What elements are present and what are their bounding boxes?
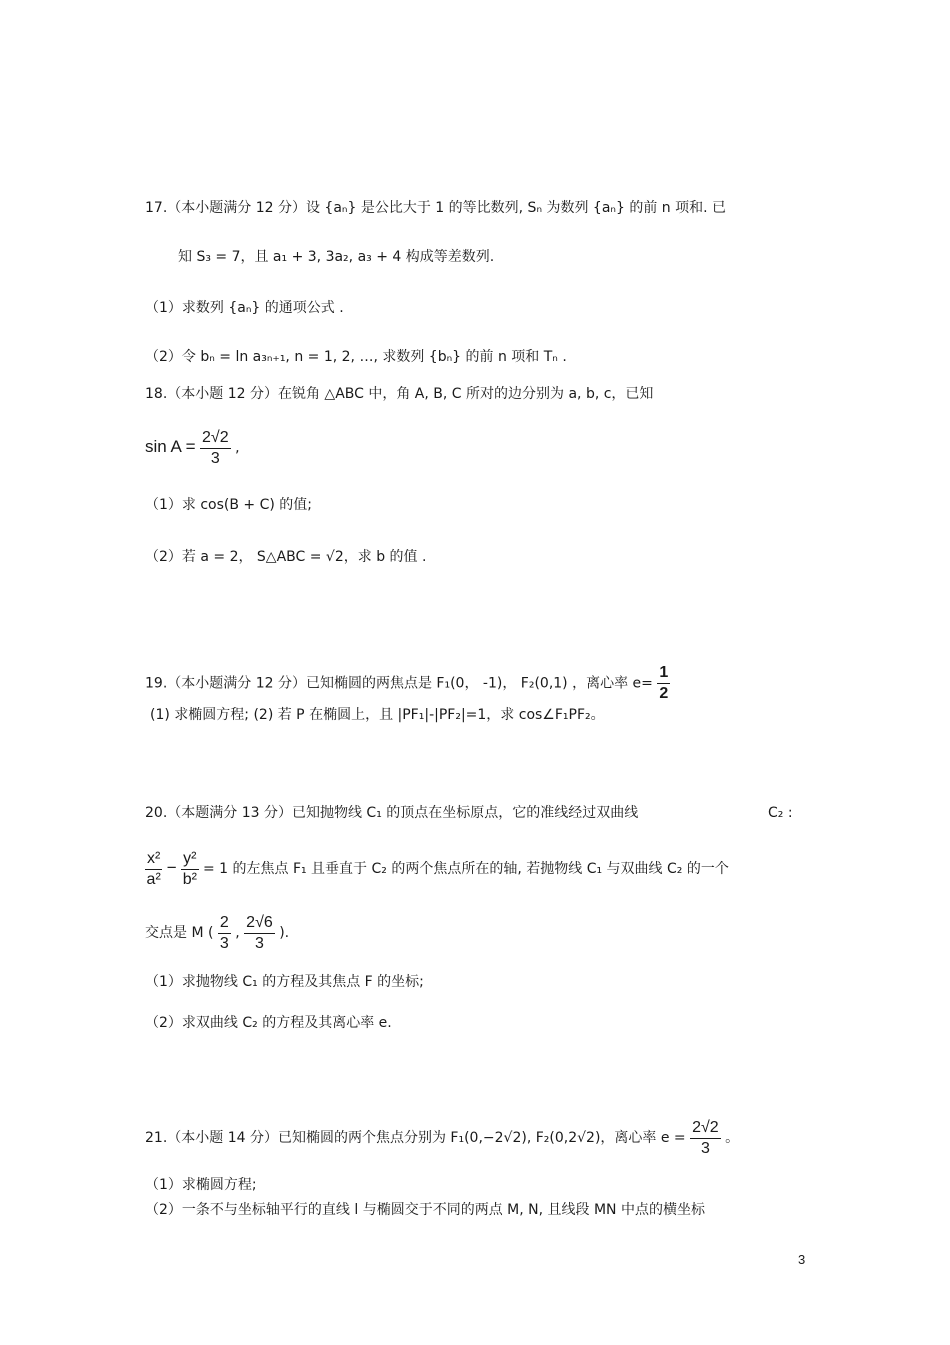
q20-line1a: 20.（本题满分 13 分）已知抛物线 C₁ 的顶点在坐标原点，它的准线经过双曲线	[145, 805, 639, 821]
q20-my-den: 3	[255, 934, 264, 952]
q21-e-num: 2√2	[690, 1118, 721, 1139]
q18-line1: 18.（本小题 12 分）在锐角 △ABC 中，角 A, B, C 所对的边分别为 a, b, c，已知	[145, 386, 654, 402]
q18-sin-suffix: ,	[235, 440, 240, 456]
q18-part1: （1）求 cos(B + C) 的值;	[145, 497, 313, 513]
q17-line2: 知 S₃ = 7，且 a₁ + 3, 3a₂, a₃ + 4 构成等差数列.	[178, 249, 495, 265]
q20-x-den: a²	[146, 870, 161, 888]
q20-y-fraction	[181, 849, 198, 890]
q20-l3-suffix: ).	[279, 925, 290, 941]
q18-sin-num: 2√2	[200, 428, 231, 449]
q20-minus: −	[166, 858, 177, 877]
q20-l3-prefix: 交点是 M (	[145, 925, 214, 941]
q17-part2: （2）令 bₙ = ln a₃ₙ₊₁, n = 1, 2, …, 求数列 {bₙ} 的前 n 项和 Tₙ .	[145, 349, 567, 365]
q20-part1: （1）求抛物线 C₁ 的方程及其焦点 F 的坐标;	[145, 974, 424, 990]
q20-x-fraction	[145, 849, 162, 890]
q18-sin-prefix: sin A =	[145, 437, 196, 456]
q20-mx-fraction	[218, 913, 231, 954]
q18-sin-den: 3	[210, 449, 220, 467]
q20-comma: ,	[235, 925, 240, 941]
page-number: 3	[798, 1252, 806, 1267]
q17-line1: 17.（本小题满分 12 分）设 {aₙ} 是公比大于 1 的等比数列, Sₙ 为数列 {aₙ} 的前 n 项和. 已	[145, 200, 727, 216]
q20-line1b: C₂ :	[768, 805, 793, 821]
q21-e-den: 3	[700, 1139, 710, 1157]
q19-line2: (1) 求椭圆方程; (2) 若 P 在椭圆上，且 |PF₁|-|PF₂|=1，求 cos∠F₁PF₂。	[150, 707, 605, 723]
q20-y-den: b²	[182, 870, 197, 888]
q20-my-num: 2√6	[244, 913, 275, 934]
q18-part2: （2）若 a = 2， S△ABC = √2，求 b 的值 .	[145, 549, 427, 565]
q20-mx-den: 3	[219, 934, 229, 952]
q19-e-fraction	[657, 663, 670, 704]
q19-e-num: 1	[657, 663, 670, 684]
q20-line2-text: = 1 的左焦点 F₁ 且垂直于 C₂ 的两个焦点所在的轴, 若抛物线 C₁ 与双曲线 C₂ 的一个	[202, 861, 729, 877]
q19-line1	[145, 663, 670, 704]
q19-e-den: 2	[659, 685, 669, 702]
q21-e-fraction	[690, 1118, 721, 1159]
q20-mx-num: 2	[218, 913, 231, 934]
q20-line2	[145, 843, 729, 894]
q19-line1-text: 19.（本小题满分 12 分）已知椭圆的两焦点是 F₁(0， -1)， F₂(0,1) ，离心率 e=	[145, 675, 653, 692]
q20-my-fraction	[244, 913, 275, 954]
q17-part1: （1）求数列 {aₙ} 的通项公式 .	[145, 300, 344, 316]
q18-sin-fraction	[200, 428, 231, 469]
q20-line3	[145, 908, 289, 958]
q21-part2: （2）一条不与坐标轴平行的直线 l 与椭圆交于不同的两点 M, N, 且线段 MN 中点的横坐标	[145, 1202, 705, 1218]
q20-x-num: x²	[145, 849, 162, 870]
q21-part1: （1）求椭圆方程;	[145, 1177, 257, 1193]
q20-y-num: y²	[181, 849, 198, 870]
q20-part2: （2）求双曲线 C₂ 的方程及其离心率 e.	[145, 1015, 392, 1031]
q21-line1-text: 21.（本小题 14 分）已知椭圆的两个焦点分别为 F₁(0,−2√2), F₂(0,2√2)，离心率 e =	[145, 1130, 686, 1146]
q18-sinA	[145, 422, 240, 473]
q21-line1	[145, 1113, 739, 1163]
q21-e-suffix: 。	[725, 1130, 740, 1146]
